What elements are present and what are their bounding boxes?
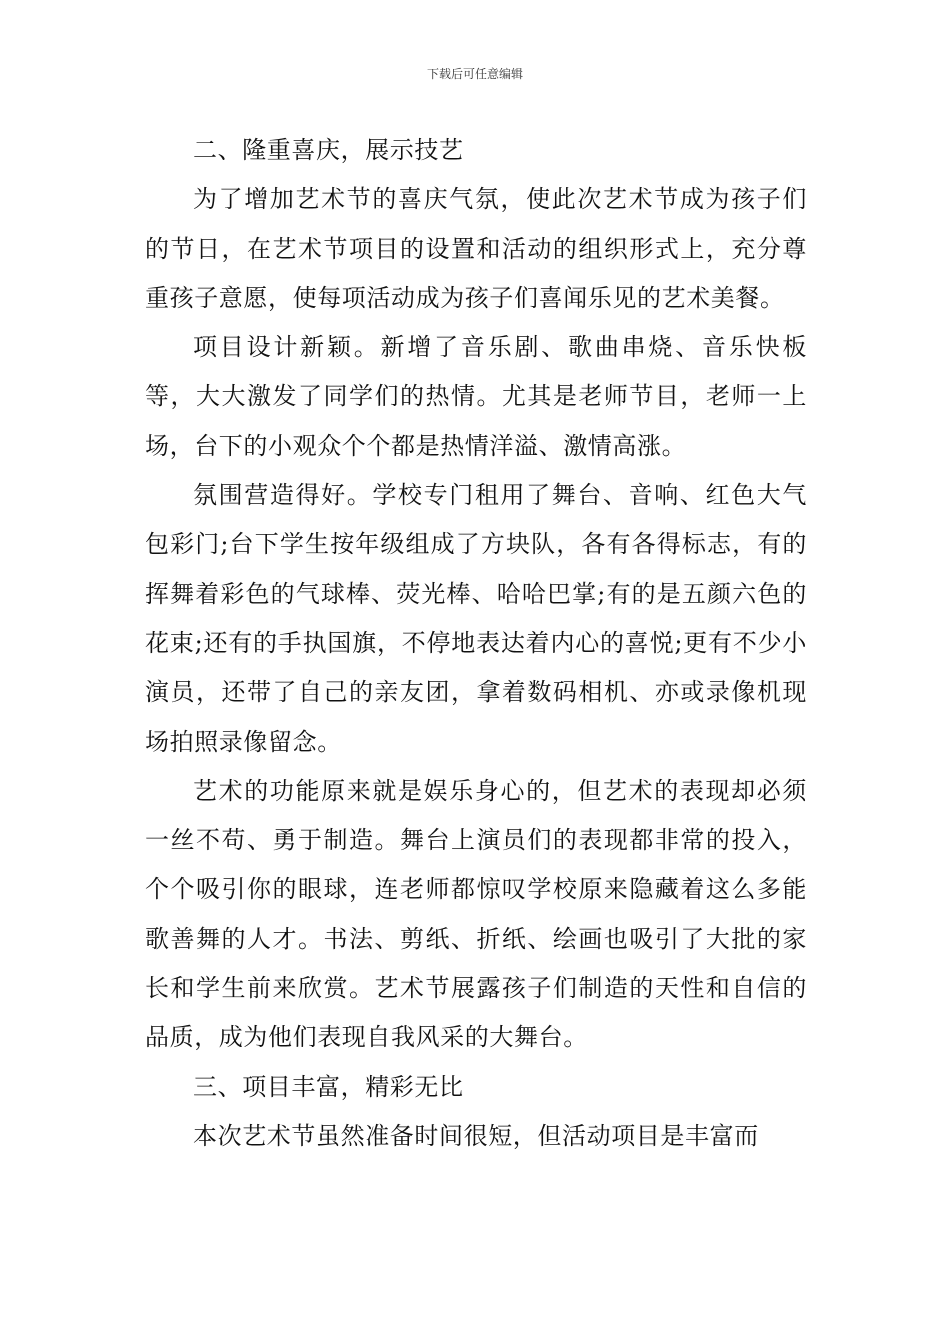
document-body xyxy=(145,126,807,1161)
section-heading-2: 二、隆重喜庆，展示技艺 xyxy=(193,136,464,164)
paragraph-project-design: 项目设计新颖。新增了音乐剧、歌曲串烧、音乐快板等，大大激发了同学们的热情。尤其是老师节目，老师一上场，台下的小观众个个都是热情洋溢、激情高涨。 xyxy=(145,333,807,460)
section-heading-3: 三、项目丰富，精彩无比 xyxy=(193,1072,464,1101)
page-header-note: 下载后可任意编辑 xyxy=(426,67,523,81)
paragraph-art-function: 艺术的功能原来就是娱乐身心的，但艺术的表现却必须一丝不苟、勇于制造。舞台上演员们的表现都非常的投入，个个吸引你的眼球，连老师都惊叹学校原来隐藏着这么多能歌善舞的人才。书法、剪纸、折纸、绘画也吸引了大批的家长和学生前来欣赏。艺术节展露孩子们制造的天性和自信的品质，成为他们表现自我风采的大舞台。 xyxy=(145,776,807,1052)
paragraph-rich-activities: 本次艺术节虽然准备时间很短，但活动项目是丰富而 xyxy=(193,1121,759,1150)
paragraph-atmosphere: 氛围营造得好。学校专门租用了舞台、音响、红色大气包彩门;台下学生按年级组成了方块队，各有各得标志，有的挥舞着彩色的气球棒、荧光棒、哈哈巴掌;有的是五颜六色的花束;还有的手执国旗，不停地表达着内心的喜悦;更有不少小演员，还带了自己的亲友团，拿着数码相机、亦或录像机现场拍照录像留念。 xyxy=(145,481,807,756)
paragraph-intro: 为了增加艺术节的喜庆气氛，使此次艺术节成为孩子们的节日，在艺术节项目的设置和活动的组织形式上，充分尊重孩子意愿，使每项活动成为孩子们喜闻乐见的艺术美餐。 xyxy=(145,185,807,312)
